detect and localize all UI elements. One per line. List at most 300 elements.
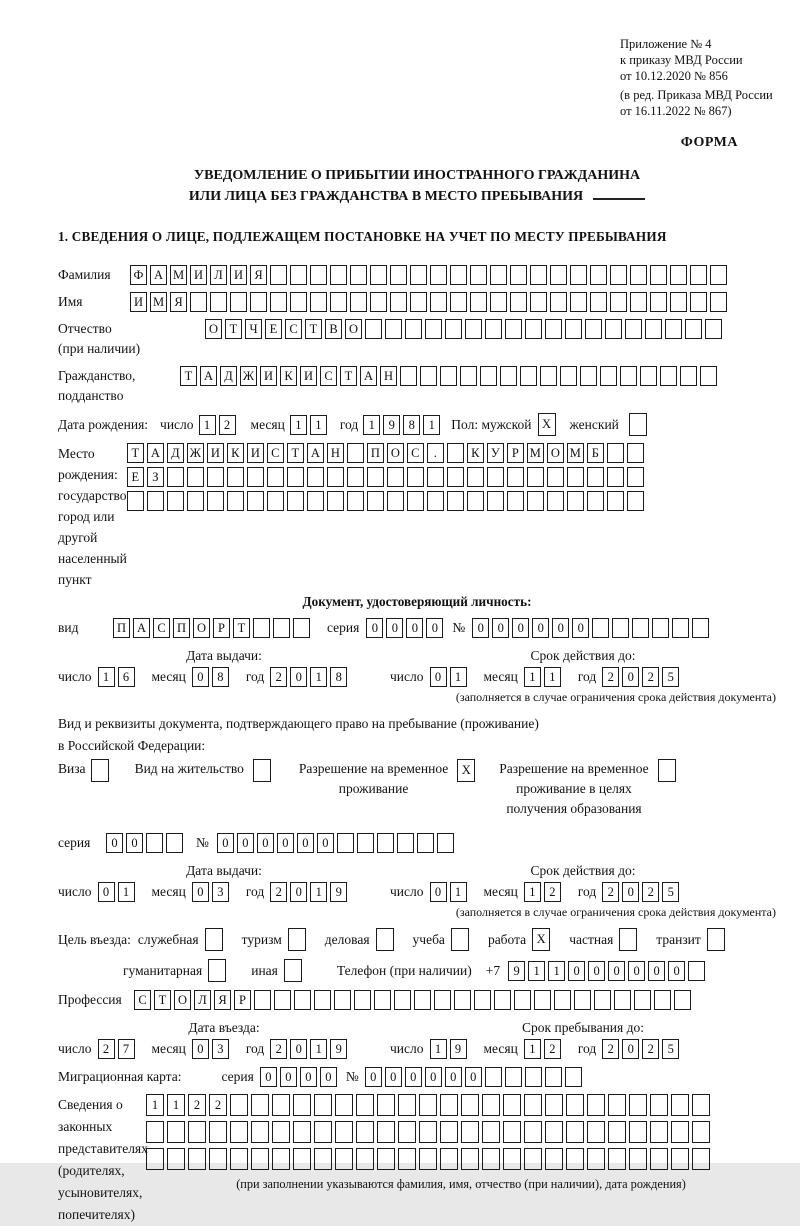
- stay-year[interactable]: [602, 1039, 682, 1059]
- birth-place-cell[interactable]: М: [567, 443, 584, 463]
- profession-cell[interactable]: [574, 990, 591, 1010]
- representatives-row2[interactable]: [146, 1121, 713, 1143]
- surname-cell[interactable]: [410, 265, 427, 285]
- citizenship-cell[interactable]: [460, 366, 477, 386]
- sex-female-checkbox[interactable]: [629, 413, 647, 436]
- representatives-cell[interactable]: [419, 1121, 437, 1143]
- name-cell[interactable]: М: [150, 292, 167, 312]
- name-cell[interactable]: [190, 292, 207, 312]
- citizenship-cell[interactable]: [540, 366, 557, 386]
- doc-number-cell[interactable]: 0: [572, 618, 589, 638]
- doc-kind-cells[interactable]: [113, 618, 313, 638]
- birth-place-cell[interactable]: С: [407, 443, 424, 463]
- identity-issue-year-cell[interactable]: 8: [330, 667, 347, 687]
- name-cell[interactable]: [610, 292, 627, 312]
- representatives-row3[interactable]: [146, 1148, 713, 1170]
- doc-number-cell[interactable]: 0: [552, 618, 569, 638]
- birth-place-cell[interactable]: И: [207, 443, 224, 463]
- birth-place-cell[interactable]: [147, 491, 164, 511]
- representatives-cell[interactable]: 1: [146, 1094, 164, 1116]
- birth-place-cell[interactable]: [427, 491, 444, 511]
- residence-series-cell[interactable]: 0: [106, 833, 123, 853]
- migration-series-cell[interactable]: 0: [300, 1067, 317, 1087]
- migration-number-cell[interactable]: 0: [465, 1067, 482, 1087]
- birth-day-cell[interactable]: 2: [219, 415, 236, 435]
- birth-place-cell[interactable]: [627, 443, 644, 463]
- birth-place-cell[interactable]: [587, 467, 604, 487]
- profession-cell[interactable]: [334, 990, 351, 1010]
- representatives-cell[interactable]: [398, 1148, 416, 1170]
- residence-series-cells[interactable]: [106, 833, 186, 853]
- name-cell[interactable]: [550, 292, 567, 312]
- phone-cell[interactable]: 0: [588, 961, 605, 981]
- patronymic-cell[interactable]: Т: [225, 319, 242, 339]
- patronymic-cell[interactable]: Ч: [245, 319, 262, 339]
- birth-place-cell[interactable]: Т: [287, 443, 304, 463]
- residence-valid-month[interactable]: [524, 882, 564, 902]
- birth-place-cell[interactable]: Т: [127, 443, 144, 463]
- doc-number-cell[interactable]: [652, 618, 669, 638]
- residence-number-cell[interactable]: 0: [277, 833, 294, 853]
- surname-cell[interactable]: [430, 265, 447, 285]
- purpose-option-work[interactable]: работа X: [488, 928, 556, 951]
- citizenship-cell[interactable]: Т: [340, 366, 357, 386]
- representatives-cell[interactable]: [209, 1148, 227, 1170]
- temp-residence-checkbox[interactable]: X: [457, 759, 475, 782]
- citizenship-cell[interactable]: [580, 366, 597, 386]
- representatives-cell[interactable]: [188, 1121, 206, 1143]
- phone-cells[interactable]: [508, 961, 708, 981]
- migration-number-cell[interactable]: 0: [365, 1067, 382, 1087]
- surname-cell[interactable]: [690, 265, 707, 285]
- option-visa[interactable]: [58, 759, 109, 782]
- option-temp-residence-education[interactable]: [499, 759, 675, 819]
- name-cell[interactable]: [670, 292, 687, 312]
- birth-month-cells[interactable]: [290, 415, 330, 435]
- residence-number-cell[interactable]: 0: [217, 833, 234, 853]
- patronymic-cell[interactable]: [605, 319, 622, 339]
- identity-issue-day[interactable]: [98, 667, 138, 687]
- representatives-cell[interactable]: [335, 1148, 353, 1170]
- birth-place-cell[interactable]: [547, 491, 564, 511]
- representatives-cell[interactable]: [272, 1094, 290, 1116]
- name-cell[interactable]: [350, 292, 367, 312]
- birth-place-cell[interactable]: [407, 491, 424, 511]
- representatives-cell[interactable]: [671, 1148, 689, 1170]
- doc-kind-cell[interactable]: [273, 618, 290, 638]
- representatives-cell[interactable]: [608, 1094, 626, 1116]
- stay-month[interactable]: [524, 1039, 564, 1059]
- residence-series-cell[interactable]: 0: [126, 833, 143, 853]
- birth-place-cell[interactable]: [527, 491, 544, 511]
- citizenship-cell[interactable]: [700, 366, 717, 386]
- residence-issue-month[interactable]: [192, 882, 232, 902]
- birth-place-cell[interactable]: П: [367, 443, 384, 463]
- name-cell[interactable]: [250, 292, 267, 312]
- surname-cells[interactable]: [130, 265, 730, 285]
- entry-year-cell[interactable]: 2: [270, 1039, 287, 1059]
- representatives-cell[interactable]: [461, 1148, 479, 1170]
- phone-cell[interactable]: 0: [568, 961, 585, 981]
- name-cell[interactable]: [230, 292, 247, 312]
- citizenship-cell[interactable]: И: [260, 366, 277, 386]
- birth-place-cell[interactable]: С: [267, 443, 284, 463]
- citizenship-cell[interactable]: [480, 366, 497, 386]
- migration-number-cell[interactable]: [565, 1067, 582, 1087]
- patronymic-cell[interactable]: [665, 319, 682, 339]
- surname-cell[interactable]: [490, 265, 507, 285]
- phone-cell[interactable]: 0: [668, 961, 685, 981]
- birth-place-row2[interactable]: [127, 467, 647, 487]
- citizenship-cell[interactable]: [400, 366, 417, 386]
- patronymic-cell[interactable]: [685, 319, 702, 339]
- name-cell[interactable]: И: [130, 292, 147, 312]
- purpose-tourism-checkbox[interactable]: [288, 928, 306, 951]
- doc-number-cell[interactable]: 0: [472, 618, 489, 638]
- birth-place-cell[interactable]: Б: [587, 443, 604, 463]
- profession-cell[interactable]: [614, 990, 631, 1010]
- surname-cell[interactable]: [450, 265, 467, 285]
- identity-valid-year[interactable]: [602, 667, 682, 687]
- birth-place-cell[interactable]: .: [427, 443, 444, 463]
- patronymic-cell[interactable]: О: [205, 319, 222, 339]
- representatives-cell[interactable]: [251, 1121, 269, 1143]
- name-cell[interactable]: Я: [170, 292, 187, 312]
- representatives-cell[interactable]: [230, 1148, 248, 1170]
- residence-permit-checkbox[interactable]: [253, 759, 271, 782]
- residence-issue-year-cell[interactable]: 0: [290, 882, 307, 902]
- residence-number-cell[interactable]: 0: [297, 833, 314, 853]
- birth-place-cell[interactable]: [387, 491, 404, 511]
- representatives-cell[interactable]: [566, 1148, 584, 1170]
- name-cell[interactable]: [390, 292, 407, 312]
- name-cells[interactable]: [130, 292, 730, 312]
- residence-valid-year[interactable]: [602, 882, 682, 902]
- representatives-cell[interactable]: [482, 1121, 500, 1143]
- profession-cell[interactable]: С: [134, 990, 151, 1010]
- representatives-cell[interactable]: [503, 1094, 521, 1116]
- surname-cell[interactable]: [290, 265, 307, 285]
- birth-place-cell[interactable]: [467, 491, 484, 511]
- residence-number-cell[interactable]: 0: [237, 833, 254, 853]
- birth-place-cell[interactable]: [507, 491, 524, 511]
- birth-year-cell[interactable]: 8: [403, 415, 420, 435]
- patronymic-cell[interactable]: [525, 319, 542, 339]
- identity-issue-month-cell[interactable]: 0: [192, 667, 209, 687]
- purpose-work-checkbox[interactable]: X: [532, 928, 550, 951]
- representatives-cell[interactable]: [167, 1121, 185, 1143]
- birth-place-cell[interactable]: [407, 467, 424, 487]
- patronymic-cell[interactable]: [425, 319, 442, 339]
- birth-place-cell[interactable]: [427, 467, 444, 487]
- purpose-option-business[interactable]: деловая: [325, 928, 400, 951]
- birth-place-cell[interactable]: [587, 491, 604, 511]
- representatives-cell[interactable]: [545, 1148, 563, 1170]
- representatives-cell[interactable]: [335, 1094, 353, 1116]
- name-cell[interactable]: [470, 292, 487, 312]
- birth-place-cell[interactable]: [607, 467, 624, 487]
- entry-year[interactable]: [270, 1039, 350, 1059]
- option-residence-permit[interactable]: [135, 759, 271, 782]
- surname-cell[interactable]: [370, 265, 387, 285]
- representatives-cell[interactable]: [398, 1094, 416, 1116]
- representatives-cell[interactable]: [545, 1094, 563, 1116]
- profession-cell[interactable]: [634, 990, 651, 1010]
- representatives-cell[interactable]: [356, 1148, 374, 1170]
- patronymic-cell[interactable]: [545, 319, 562, 339]
- surname-cell[interactable]: [670, 265, 687, 285]
- residence-number-cell[interactable]: 0: [257, 833, 274, 853]
- representatives-cell[interactable]: [356, 1121, 374, 1143]
- doc-number-cell[interactable]: [632, 618, 649, 638]
- birth-place-cell[interactable]: [467, 467, 484, 487]
- profession-cell[interactable]: [254, 990, 271, 1010]
- representatives-cell[interactable]: [629, 1148, 647, 1170]
- phone-cell[interactable]: 0: [608, 961, 625, 981]
- name-cell[interactable]: [650, 292, 667, 312]
- migration-number-cell[interactable]: [545, 1067, 562, 1087]
- patronymic-cell[interactable]: [565, 319, 582, 339]
- representatives-cell[interactable]: [146, 1121, 164, 1143]
- entry-year-cell[interactable]: 0: [290, 1039, 307, 1059]
- patronymic-cell[interactable]: [705, 319, 722, 339]
- citizenship-cell[interactable]: [660, 366, 677, 386]
- birth-place-cell[interactable]: К: [467, 443, 484, 463]
- representatives-cell[interactable]: [419, 1094, 437, 1116]
- identity-issue-year-cell[interactable]: 0: [290, 667, 307, 687]
- name-cell[interactable]: [630, 292, 647, 312]
- name-cell[interactable]: [590, 292, 607, 312]
- profession-cell[interactable]: [374, 990, 391, 1010]
- surname-cell[interactable]: [390, 265, 407, 285]
- citizenship-cell[interactable]: Д: [220, 366, 237, 386]
- birth-place-cell[interactable]: [187, 491, 204, 511]
- birth-place-cell[interactable]: О: [387, 443, 404, 463]
- birth-place-cell[interactable]: [227, 491, 244, 511]
- doc-kind-cell[interactable]: П: [113, 618, 130, 638]
- residence-issue-day[interactable]: [98, 882, 138, 902]
- entry-day-cell[interactable]: 7: [118, 1039, 135, 1059]
- representatives-cell[interactable]: [293, 1121, 311, 1143]
- representatives-cell[interactable]: [650, 1148, 668, 1170]
- surname-cell[interactable]: И: [190, 265, 207, 285]
- citizenship-cell[interactable]: [600, 366, 617, 386]
- identity-valid-month-cell[interactable]: 1: [544, 667, 561, 687]
- representatives-cell[interactable]: [251, 1094, 269, 1116]
- profession-cell[interactable]: Я: [214, 990, 231, 1010]
- birth-year-cell[interactable]: 1: [363, 415, 380, 435]
- name-cell[interactable]: [710, 292, 727, 312]
- birth-place-cell[interactable]: [507, 467, 524, 487]
- birth-place-cell[interactable]: [267, 467, 284, 487]
- identity-valid-month[interactable]: [524, 667, 564, 687]
- representatives-cell[interactable]: [230, 1121, 248, 1143]
- identity-issue-year-cell[interactable]: 1: [310, 667, 327, 687]
- citizenship-cell[interactable]: Н: [380, 366, 397, 386]
- residence-series-cell[interactable]: [166, 833, 183, 853]
- doc-series-cell[interactable]: 0: [426, 618, 443, 638]
- purpose-other-checkbox[interactable]: [284, 959, 302, 982]
- residence-number-cell[interactable]: [397, 833, 414, 853]
- purpose-private-checkbox[interactable]: [619, 928, 637, 951]
- sex-male-checkbox[interactable]: [538, 413, 556, 436]
- doc-kind-cell[interactable]: П: [173, 618, 190, 638]
- birth-place-cell[interactable]: А: [307, 443, 324, 463]
- name-cell[interactable]: [570, 292, 587, 312]
- surname-cell[interactable]: [330, 265, 347, 285]
- migration-number-cell[interactable]: 0: [425, 1067, 442, 1087]
- patronymic-cell[interactable]: [645, 319, 662, 339]
- surname-cell[interactable]: [510, 265, 527, 285]
- doc-number-cell[interactable]: [612, 618, 629, 638]
- residence-valid-month-cell[interactable]: 1: [524, 882, 541, 902]
- identity-valid-year-cell[interactable]: 5: [662, 667, 679, 687]
- profession-cell[interactable]: [514, 990, 531, 1010]
- migration-number-cell[interactable]: 0: [405, 1067, 422, 1087]
- purpose-humanitarian-checkbox[interactable]: [208, 959, 226, 982]
- surname-cell[interactable]: А: [150, 265, 167, 285]
- name-cell[interactable]: [510, 292, 527, 312]
- name-cell[interactable]: [310, 292, 327, 312]
- birth-place-cell[interactable]: [307, 491, 324, 511]
- purpose-option-private[interactable]: частная: [569, 928, 643, 951]
- birth-place-row1[interactable]: [127, 443, 647, 463]
- surname-cell[interactable]: [710, 265, 727, 285]
- identity-valid-year-cell[interactable]: 2: [602, 667, 619, 687]
- birth-place-cell[interactable]: [327, 467, 344, 487]
- patronymic-cell[interactable]: Т: [305, 319, 322, 339]
- phone-cell[interactable]: [688, 961, 705, 981]
- residence-permit-checkbox[interactable]: [253, 759, 271, 782]
- birth-day-cells[interactable]: [199, 415, 239, 435]
- patronymic-cell[interactable]: [505, 319, 522, 339]
- name-cell[interactable]: [290, 292, 307, 312]
- residence-series-cell[interactable]: [146, 833, 163, 853]
- birth-year-cells[interactable]: [363, 415, 443, 435]
- birth-place-cell[interactable]: [607, 491, 624, 511]
- birth-place-row3[interactable]: [127, 491, 647, 511]
- birth-place-cell[interactable]: [347, 491, 364, 511]
- patronymic-cell[interactable]: С: [285, 319, 302, 339]
- surname-cell[interactable]: [650, 265, 667, 285]
- birth-place-cell[interactable]: О: [547, 443, 564, 463]
- representatives-cell[interactable]: 2: [188, 1094, 206, 1116]
- residence-number-cell[interactable]: [337, 833, 354, 853]
- entry-month[interactable]: [192, 1039, 232, 1059]
- surname-cell[interactable]: Ф: [130, 265, 147, 285]
- residence-number-cell[interactable]: 0: [317, 833, 334, 853]
- birth-place-cell[interactable]: [307, 467, 324, 487]
- residence-valid-year-cell[interactable]: 2: [642, 882, 659, 902]
- doc-series-cell[interactable]: 0: [386, 618, 403, 638]
- birth-place-cell[interactable]: [247, 467, 264, 487]
- birth-place-cell[interactable]: [227, 467, 244, 487]
- representatives-cell[interactable]: [524, 1121, 542, 1143]
- patronymic-cell[interactable]: [485, 319, 502, 339]
- representatives-cell[interactable]: [314, 1094, 332, 1116]
- surname-cell[interactable]: [550, 265, 567, 285]
- representatives-cell[interactable]: [377, 1148, 395, 1170]
- representatives-cell[interactable]: [524, 1094, 542, 1116]
- citizenship-cell[interactable]: [620, 366, 637, 386]
- citizenship-cell[interactable]: А: [360, 366, 377, 386]
- representatives-row1[interactable]: [146, 1094, 713, 1116]
- representatives-cell[interactable]: [461, 1094, 479, 1116]
- birth-place-cell[interactable]: [167, 491, 184, 511]
- migration-number-cell[interactable]: [485, 1067, 502, 1087]
- name-cell[interactable]: [370, 292, 387, 312]
- representatives-cell[interactable]: [377, 1121, 395, 1143]
- visa-checkbox[interactable]: [91, 759, 109, 782]
- name-cell[interactable]: [490, 292, 507, 312]
- doc-number-cell[interactable]: [592, 618, 609, 638]
- migration-series-cell[interactable]: 0: [280, 1067, 297, 1087]
- doc-series-cells[interactable]: [366, 618, 446, 638]
- name-cell[interactable]: [690, 292, 707, 312]
- doc-kind-cell[interactable]: Т: [233, 618, 250, 638]
- temp-residence-education-checkbox[interactable]: [658, 759, 676, 782]
- identity-issue-day-cell[interactable]: 1: [98, 667, 115, 687]
- profession-cell[interactable]: [294, 990, 311, 1010]
- identity-valid-day-cell[interactable]: 1: [450, 667, 467, 687]
- doc-number-cell[interactable]: [692, 618, 709, 638]
- birth-place-cell[interactable]: [447, 491, 464, 511]
- patronymic-cell[interactable]: [625, 319, 642, 339]
- representatives-cell[interactable]: [692, 1121, 710, 1143]
- residence-valid-year-cell[interactable]: 5: [662, 882, 679, 902]
- purpose-official-checkbox[interactable]: [205, 928, 223, 951]
- doc-number-cell[interactable]: 0: [532, 618, 549, 638]
- residence-number-cells[interactable]: [217, 833, 457, 853]
- entry-day[interactable]: [98, 1039, 138, 1059]
- migration-number-cells[interactable]: [365, 1067, 585, 1087]
- birth-place-cell[interactable]: [367, 467, 384, 487]
- identity-issue-year-cell[interactable]: 2: [270, 667, 287, 687]
- stay-month-cell[interactable]: 2: [544, 1039, 561, 1059]
- birth-place-cell[interactable]: А: [147, 443, 164, 463]
- patronymic-cell[interactable]: [405, 319, 422, 339]
- patronymic-cell[interactable]: Е: [265, 319, 282, 339]
- surname-cell[interactable]: [610, 265, 627, 285]
- representatives-cell[interactable]: [314, 1121, 332, 1143]
- migration-series-cell[interactable]: 0: [260, 1067, 277, 1087]
- residence-issue-year[interactable]: [270, 882, 350, 902]
- birth-month-cell[interactable]: 1: [310, 415, 327, 435]
- citizenship-cell[interactable]: [680, 366, 697, 386]
- residence-number-cell[interactable]: [377, 833, 394, 853]
- representatives-cell[interactable]: [314, 1148, 332, 1170]
- doc-kind-cell[interactable]: [293, 618, 310, 638]
- citizenship-cell[interactable]: Ж: [240, 366, 257, 386]
- profession-cell[interactable]: [354, 990, 371, 1010]
- migration-series-cells[interactable]: [260, 1067, 340, 1087]
- representatives-cell[interactable]: [377, 1094, 395, 1116]
- purpose-option-humanitarian[interactable]: гуманитарная: [123, 959, 232, 982]
- representatives-cell[interactable]: [293, 1094, 311, 1116]
- representatives-cell[interactable]: [587, 1094, 605, 1116]
- residence-valid-day[interactable]: [430, 882, 470, 902]
- birth-place-cell[interactable]: [487, 491, 504, 511]
- migration-number-cell[interactable]: 0: [385, 1067, 402, 1087]
- citizenship-cell[interactable]: [560, 366, 577, 386]
- identity-issue-day-cell[interactable]: 6: [118, 667, 135, 687]
- representatives-cell[interactable]: [671, 1121, 689, 1143]
- surname-cell[interactable]: [530, 265, 547, 285]
- birth-place-cell[interactable]: [327, 491, 344, 511]
- profession-cell[interactable]: Т: [154, 990, 171, 1010]
- identity-valid-month-cell[interactable]: 1: [524, 667, 541, 687]
- entry-month-cell[interactable]: 3: [212, 1039, 229, 1059]
